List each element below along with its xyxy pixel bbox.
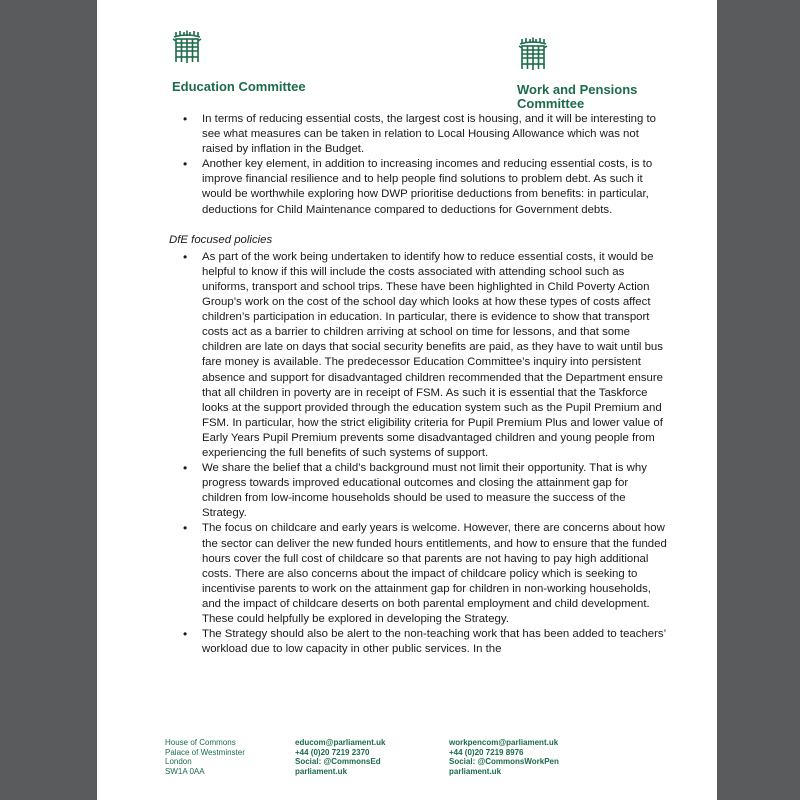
footer-education-contact xyxy=(295,738,386,776)
address-line: House of Commons xyxy=(165,738,236,747)
portcullis-icon xyxy=(517,37,549,71)
list-item: • The Strategy should also be alert to the non-teaching work that has been added to teachers’ workload due to low capacity in other public services. In the xyxy=(202,627,667,657)
section-heading: DfE focused policies xyxy=(169,233,273,246)
address-line: Palace of Westminster xyxy=(165,747,245,757)
website-link[interactable]: parliament.uk xyxy=(449,766,502,776)
email-link[interactable]: educom@parliament.uk xyxy=(295,738,386,747)
section-bullet-list xyxy=(167,250,667,658)
list-item: • Another key element, in addition to increasing incomes and reducing essential costs, is to improve financial resilience and to help people find solutions to problem debt. As such it would be worthwhile exploring how DWP prioritise deductions from benefits: in particular, deductions for Child Maintenance compared to deductions for Government debts. xyxy=(202,157,667,217)
social-handle[interactable]: Social: @CommonsWorkPen xyxy=(449,757,559,767)
list-item: • In terms of reducing essential costs, the largest cost is housing, and it will be interesting to see what measures can be taken in relation to Local Housing Allowance which was not raised by inflation in the Budget. xyxy=(202,112,667,157)
phone-number: +44 (0)20 7219 8976 xyxy=(449,747,524,757)
email-link[interactable]: workpencom@parliament.uk xyxy=(449,738,559,747)
address-line: London xyxy=(165,757,192,767)
work-pensions-committee-title xyxy=(517,83,637,111)
footer-address xyxy=(165,738,245,776)
committee-title-line1: Work and Pensions xyxy=(517,82,638,97)
document-page xyxy=(97,0,717,800)
education-committee-title: Education Committee xyxy=(172,79,306,94)
footer-workpen-contact xyxy=(449,738,559,776)
list-item: • The focus on childcare and early years is welcome. However, there are concerns about how the sector can deliver the new funded hours entitlements, and how to ensure that the funded hours cover the full cost of childcare so that parents are not having to pay high additional costs. There are also concerns about the impact of childcare policy which is seeking to incentivise parents to work on the attainment gap for children in non-working households, and the impact of childcare deserts on both parental employment and child development. These could helpfully be explored in developing the Strategy. xyxy=(202,521,667,627)
website-link[interactable]: parliament.uk xyxy=(295,766,348,776)
social-handle[interactable]: Social: @CommonsEd xyxy=(295,757,381,767)
intro-bullet-list xyxy=(167,112,667,218)
list-item: • As part of the work being undertaken to identify how to reduce essential costs, it would be helpful to know if this will include the costs associated with attending school such as uniforms, transport and school trips. These have been highlighted in Child Poverty Action Group’s work on the cost of the school day which looks at how these types of costs affect children’s participation in education. In particular, there is evidence to show that transport costs act as a barrier to children arriving at school on time for lessons, and that some children are late on days that social security benefits are paid, as they have to wait until bus fare money is available. The predecessor Education Committee’s inquiry into persistent absence and support for disadvantaged children recommended that the Department ensure that all children in poverty are in receipt of FSM. As such it is essential that the Taskforce looks at the support provided through the education system such as the Pupil Premium and FSM. In particular, how the strict eligibility criteria for Pupil Premium Plus and lower value of Early Years Pupil Premium prevents some disadvantaged children and young people from experiencing the full benefits of such systems of support. xyxy=(202,250,667,461)
committee-title-line2: Committee xyxy=(517,96,585,111)
phone-number: +44 (0)20 7219 2370 xyxy=(295,747,370,757)
document-body xyxy=(167,112,667,657)
address-line: SW1A 0AA xyxy=(165,766,205,776)
portcullis-icon xyxy=(171,30,203,64)
list-item: • We share the belief that a child’s background must not limit their opportunity. That is why progress towards improved educational outcomes and closing the attainment gap for children from low-income households should be used to measure the success of the Strategy. xyxy=(202,461,667,521)
